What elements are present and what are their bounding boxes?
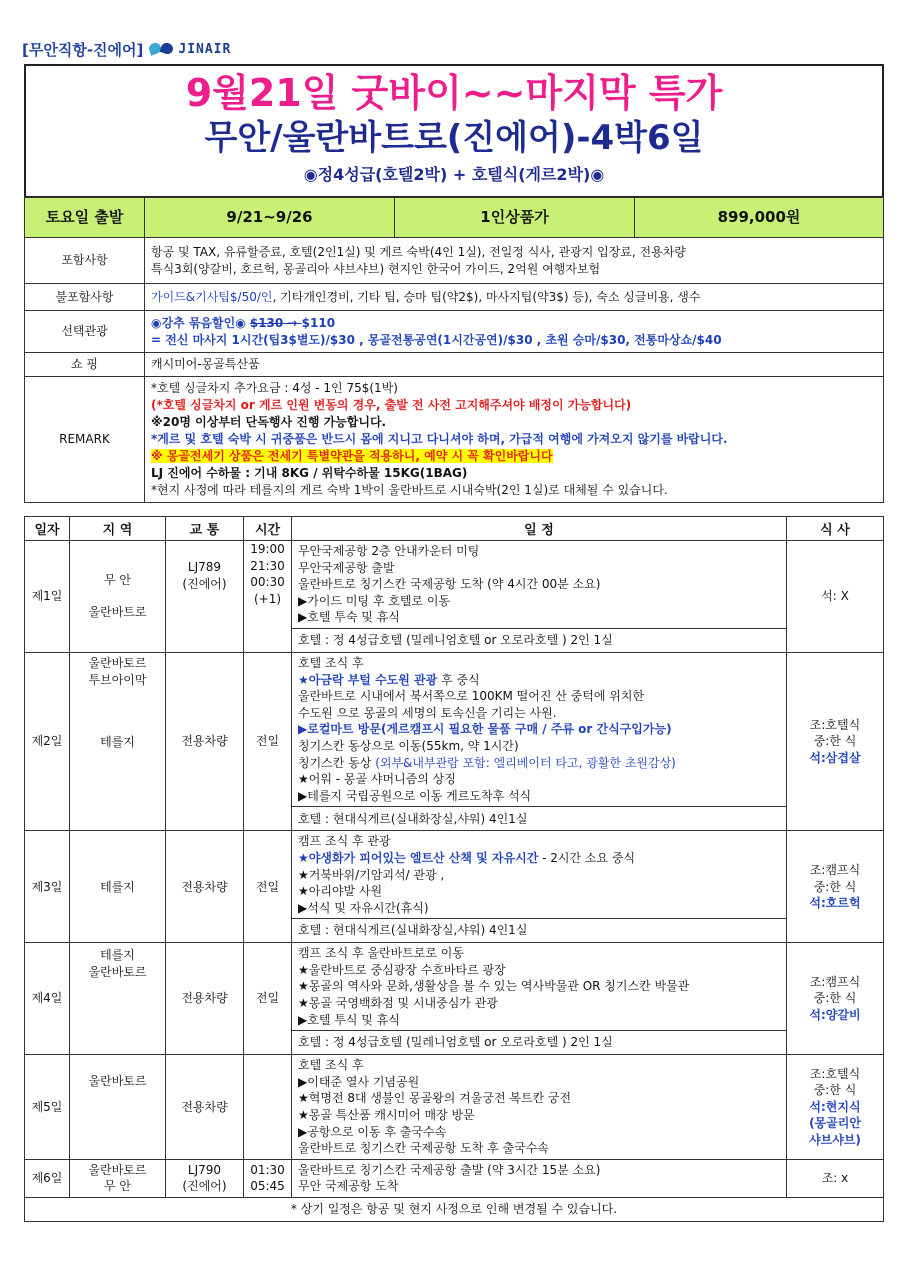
day-transport: 전용차량 (166, 943, 244, 1055)
day-time (244, 1055, 292, 1160)
region-line: 울란바토르 (88, 1074, 147, 1089)
itinerary-line: ▶호텔 투숙 및 휴식 (298, 610, 400, 625)
itinerary-line (298, 672, 780, 689)
route-label: [무안직항-진에어] (22, 40, 144, 59)
day-region: 테를지 (70, 831, 166, 943)
flight-number: LJ789 (187, 560, 222, 574)
day-time: 전일 (244, 943, 292, 1055)
itinerary-line: 울란바트로 칭기스칸 국제공항 출발 (약 3시간 15분 소요) (298, 1162, 601, 1177)
special-meal: 샤브샤브) (809, 1132, 861, 1147)
included-line: 항공 및 TAX, 유류할증료, 호텔(2인1실) 및 게르 숙박(4인 1실), 전일정 식사, 관광지 입장료, 전용차량 (151, 244, 686, 259)
day2-row (25, 652, 884, 806)
included-label: 포함사항 (25, 238, 145, 284)
jinair-logo-text: JINAIR (178, 41, 232, 57)
region-line: 투브아이막 (88, 672, 147, 687)
itinerary-line (298, 850, 780, 867)
excluded-guide-tip: 가이드&기사팁$/50/인 (151, 289, 273, 304)
itinerary-line: 무안국제공항 2층 안내카운터 미팅 (298, 544, 480, 558)
excluded-row (25, 284, 884, 311)
itinerary-line: 울란바트로 칭기스칸 국제공항 도착 후 출국수속 (298, 1141, 549, 1156)
col-day: 일자 (25, 517, 70, 541)
itinerary-line: 칭기스칸 동상으로 이동(55km, 약 1시간) (298, 738, 519, 753)
day-region (70, 943, 166, 1055)
remark-line: (*호텔 싱글차지 or 게르 인원 변동의 경우, 출발 전 사전 고지해주셔야 배정이 가능합니다) (151, 398, 632, 412)
excluded-rest: , 기타개인경비, 기타 팁, 승마 팁(약2$), 마사지팁(약3$) 등), 숙소 싱글비용, 생수 (272, 289, 701, 304)
day-region (70, 1159, 166, 1197)
schedule-header (25, 517, 884, 541)
region-line: 울란바토르 (88, 964, 147, 979)
flight-number: LJ790 (187, 1162, 222, 1177)
itinerary-line: ★몽골 특산품 캐시미어 매장 방문 (298, 1108, 475, 1123)
col-meal: 식 사 (787, 517, 884, 541)
itinerary-detail: (외부&내부관람 포함: 엘리베이터 타고, 광활한 초원감상) (375, 755, 676, 770)
footnote-row (25, 1198, 884, 1222)
schedule-table (24, 516, 884, 1222)
special-meal: 석:양갈비 (809, 1008, 861, 1023)
meal-line: 중:한 식 (813, 734, 857, 749)
remark-label: REMARK (25, 377, 145, 503)
itinerary-text: 칭기스칸 동상 (298, 755, 376, 770)
special-meal: 석:삼겹살 (809, 750, 861, 765)
meal-line: 조:캠프식 (809, 862, 861, 877)
day-meal (787, 652, 884, 830)
airline: (진에어) (182, 1179, 227, 1194)
optional-label: 선택관광 (25, 311, 145, 353)
day-region (70, 541, 166, 653)
itinerary-line: ▶가이드 미팅 후 호텔로 이동 (298, 593, 450, 608)
remark-line (151, 448, 877, 465)
itinerary-line: 호텔 조식 후 (298, 1058, 364, 1073)
itinerary-line: ★몽골의 역사와 문화,생활상을 볼 수 있는 역사박물관 OR 칭기스칸 박물관 (298, 979, 690, 994)
itinerary-line: ▶로컬마트 방문(게르캠프시 필요한 물품 구매 / 주류 or 간식구입가능) (298, 722, 672, 737)
col-transport: 교 통 (166, 517, 244, 541)
day-label: 제6일 (25, 1159, 70, 1197)
day-itinerary (292, 831, 787, 919)
region-spacer (70, 688, 165, 734)
original-price: $130 → (249, 315, 302, 330)
included-row (25, 238, 884, 284)
excluded-label: 불포함사항 (25, 284, 145, 311)
day-region (70, 1055, 166, 1160)
region-line: 울란바트로 (88, 605, 147, 620)
time-line: (+1) (253, 591, 282, 606)
day6-row (25, 1159, 884, 1197)
itinerary-line: ★몽골 국영백화점 및 시내중심가 관광 (298, 996, 498, 1011)
top-bar (22, 38, 231, 60)
day3-row (25, 831, 884, 919)
highlight-attraction: ★아금락 부털 수도원 관광 (298, 672, 438, 687)
itinerary-text: - 2시간 소요 중식 (538, 850, 636, 865)
departure-day: 토요일 출발 (25, 198, 145, 238)
hotel-info: 호텔 : 현대식게르(실내화장실,샤워) 4인1실 (292, 807, 787, 831)
discount-price: $110 (301, 315, 336, 330)
tour-title: 무안/울란바트로(진에어)-4박6일 (204, 118, 704, 158)
price-value: 899,000원 (635, 198, 884, 238)
region-line: 테를지 (100, 948, 135, 963)
day-label: 제5일 (25, 1055, 70, 1160)
meal-line: 중:한 식 (813, 1083, 857, 1098)
region-line: 무 안 (104, 1179, 131, 1194)
remark-line: LJ 진에어 수하물 : 기내 8KG / 위탁수하물 15KG(1BAG) (151, 466, 468, 480)
meal-line: 조:호텔식 (809, 1066, 861, 1081)
day-transport: 전용차량 (166, 652, 244, 830)
day-label: 제3일 (25, 831, 70, 943)
itinerary-line: ★울란바트로 중심광장 수흐바타르 광장 (298, 962, 506, 977)
col-region: 지 역 (70, 517, 166, 541)
day-transport: 전용차량 (166, 831, 244, 943)
time-line: 01:30 (250, 1162, 285, 1177)
price-row (25, 198, 884, 238)
special-meal: 석:현지식 (809, 1099, 861, 1114)
tour-subtitle: ◉정4성급(호텔2박) + 호텔식(게르2박)◉ (303, 165, 605, 184)
day-meal: 조: x (787, 1159, 884, 1197)
airline: (진에어) (182, 576, 227, 591)
shopping-content: 캐시미어-몽골특산품 (145, 353, 884, 377)
optional-line: = 전신 마사지 1시간(팁3$별도)/$30 , 몽골전통공연(1시간공연)/$30 , 초원 승마/$30, 전통마상쇼/$40 (151, 332, 722, 347)
day-label: 제4일 (25, 943, 70, 1055)
excluded-content (145, 284, 884, 311)
itinerary-line: ▶공항으로 이동 후 출국수속 (298, 1124, 447, 1139)
departure-dates: 9/21~9/26 (145, 198, 395, 238)
remark-line: *현지 사정에 따라 테를지의 게르 숙박 1박이 울란바트로 시내숙박(2인 1실)로 대체될 수 있습니다. (151, 483, 668, 497)
optional-row (25, 311, 884, 353)
region-line: 무 안 (104, 572, 131, 587)
time-line: 21:30 (250, 558, 285, 573)
day4-row (25, 943, 884, 1031)
itinerary-line: 캠프 조식 후 관광 (298, 834, 391, 849)
time-line: 00:30 (250, 575, 285, 590)
itinerary-text: 후 중식 (437, 672, 480, 687)
day-itinerary (292, 943, 787, 1031)
remark-highlight: ※ 몽골전세기 상품은 전세기 특별약관을 적용하니, 예약 시 꼭 확인바랍니다 (151, 449, 553, 463)
special-meal: (몽골리안 (809, 1116, 861, 1131)
day-itinerary (292, 1159, 787, 1197)
price-unit: 1인상품가 (395, 198, 635, 238)
remark-content (145, 377, 884, 503)
info-table (24, 197, 884, 503)
itinerary-line: ▶석식 및 자유시간(휴식) (298, 900, 429, 915)
remark-line: ※20명 이상부터 단독행사 진행 가능합니다. (151, 415, 387, 429)
meal-line: 중:한 식 (813, 991, 857, 1006)
itinerary-line: ★어워 - 몽골 샤머니즘의 상징 (298, 772, 456, 787)
day-meal (787, 943, 884, 1055)
region-line: 울란바토르 (88, 655, 147, 670)
itinerary-line: ★거북바위/기암괴석/ 관광 , (298, 867, 445, 882)
bundle-discount: ◉강추 묶음할인◉ (151, 315, 250, 330)
itinerary-line: ▶이태준 열사 기념공원 (298, 1074, 420, 1089)
itinerary-line: 수도원 으로 몽골의 세명의 토속신을 기리는 사원. (298, 705, 557, 720)
jinair-logo-icon (149, 43, 175, 55)
highlight-attraction: ★야생화가 피어있는 엘트산 산책 및 자유시간 (298, 850, 539, 865)
region-spacer (70, 588, 165, 604)
meal-line: 조:호텔식 (809, 717, 861, 732)
header-box (24, 64, 884, 198)
day1-row (25, 541, 884, 629)
promo-title: 9월21일 굿바이~~마지막 특가 (185, 71, 723, 115)
day-transport: 전용차량 (166, 1055, 244, 1160)
col-itinerary: 일 정 (292, 517, 787, 541)
day-time: 전일 (244, 652, 292, 830)
day-meal (787, 831, 884, 943)
day-time (244, 541, 292, 653)
itinerary-line: 무안 국제공항 도착 (298, 1179, 399, 1194)
day-time: 전일 (244, 831, 292, 943)
day-meal: 석: X (787, 541, 884, 653)
itinerary-line (298, 755, 780, 772)
special-meal: 석:호르헉 (809, 896, 861, 911)
itinerary-line: 울란바트로 시내에서 북서쪽으로 100KM 떨어진 산 중턱에 위치한 (298, 689, 645, 704)
time-line: 05:45 (250, 1179, 285, 1194)
day-region (70, 652, 166, 830)
meal-line: 조:캠프식 (809, 974, 861, 989)
day-label: 제2일 (25, 652, 70, 830)
itinerary-line: ▶테를지 국립공원으로 이동 게르도착후 석식 (298, 788, 532, 803)
footnote: * 상기 일정은 항공 및 현지 사정으로 인해 변경될 수 있습니다. (25, 1198, 884, 1222)
day-transport (166, 1159, 244, 1197)
itinerary-line: ★아리야발 사원 (298, 884, 383, 899)
remark-row (25, 377, 884, 503)
itinerary-line: 울란바트로 칭기스칸 국제공항 도착 (약 4시간 00분 소요) (298, 577, 601, 592)
itinerary-line: 캠프 조식 후 울란바트로로 이동 (298, 946, 464, 961)
time-line: 19:00 (250, 542, 285, 556)
day-itinerary (292, 652, 787, 806)
hotel-info: 호텔 : 현대식게르(실내화장실,샤워) 4인1실 (292, 919, 787, 943)
optional-line (151, 315, 877, 332)
itinerary-line: ★혁명전 8대 생불인 몽골왕의 겨울궁전 복트칸 궁전 (298, 1091, 572, 1106)
remark-line: *게르 및 호텔 숙박 시 귀중품은 반드시 몸에 지니고 다니셔야 하며, 가급적 여행에 가져오지 않기를 바랍니다. (151, 432, 728, 446)
hotel-info: 호텔 : 정 4성급호텔 (밀레니엄호텔 or 오로라호텔 ) 2인 1실 (292, 1031, 787, 1055)
region-line: 울란바토르 (88, 1162, 147, 1177)
itinerary-line: 무안국제공항 출발 (298, 560, 395, 575)
day-itinerary (292, 1055, 787, 1160)
col-time: 시간 (244, 517, 292, 541)
meal-line: 중:한 식 (813, 879, 857, 894)
day5-row (25, 1055, 884, 1160)
region-line: 테를지 (100, 735, 135, 750)
hotel-info: 호텔 : 정 4성급호텔 (밀레니엄호텔 or 오로라호텔 ) 2인 1실 (292, 628, 787, 652)
included-content (145, 238, 884, 284)
shopping-row (25, 353, 884, 377)
day-itinerary (292, 541, 787, 629)
remark-line: *호텔 싱글차지 추가요금 : 4성 - 1인 75$(1박) (151, 381, 398, 395)
itinerary-line: 호텔 조식 후 (298, 655, 364, 670)
day-time (244, 1159, 292, 1197)
day-meal (787, 1055, 884, 1160)
jinair-logo (149, 42, 231, 57)
day-transport (166, 541, 244, 653)
itinerary-line: ▶호텔 투식 및 휴식 (298, 1012, 400, 1027)
shopping-label: 쇼 핑 (25, 353, 145, 377)
included-line: 특식3회(양갈비, 호르헉, 몽골리아 샤브샤브) 현지인 한국어 가이드, 2억원 여행자보험 (151, 261, 601, 276)
optional-content (145, 311, 884, 353)
day-label: 제1일 (25, 541, 70, 653)
